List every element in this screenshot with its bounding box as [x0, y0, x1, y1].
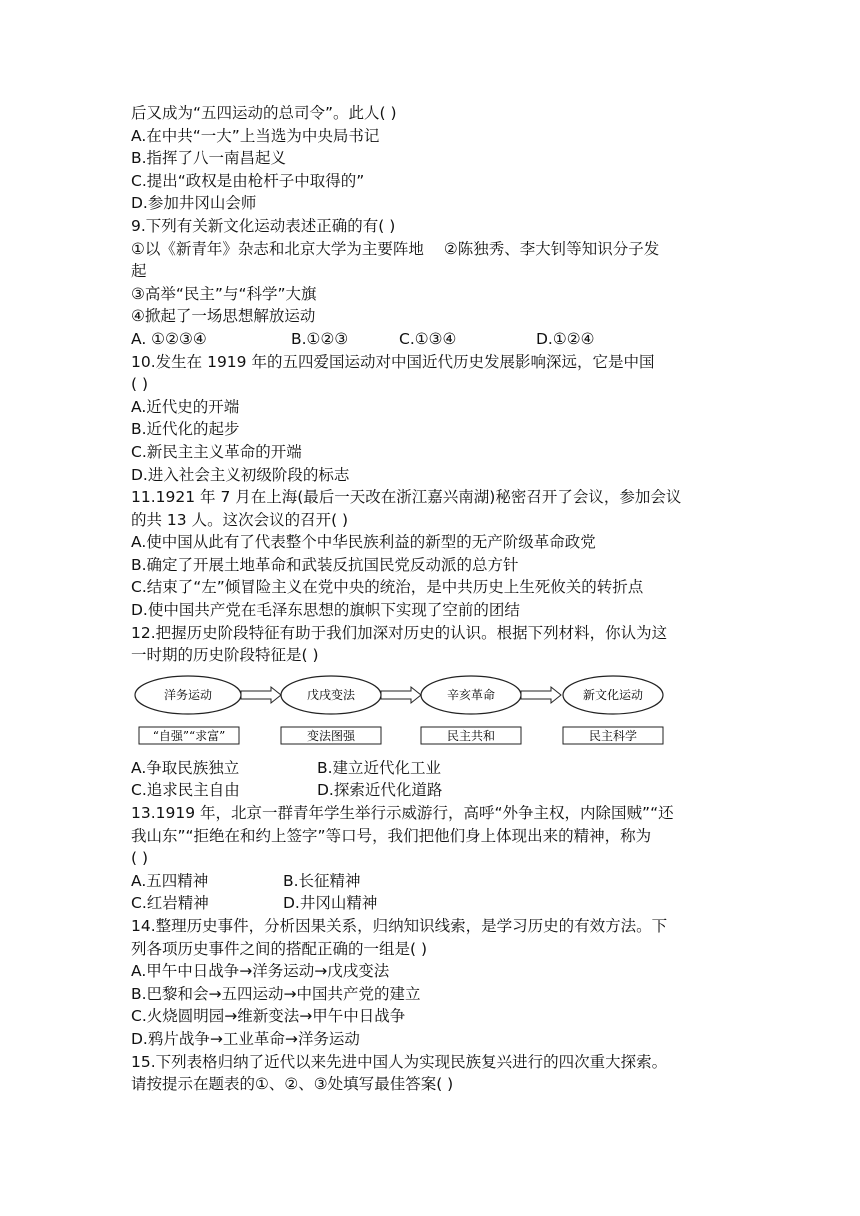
options-row [131, 870, 731, 893]
option-a: A.近代史的开端 [131, 397, 240, 416]
flow-diagram-svg [131, 671, 731, 755]
options-row [131, 328, 731, 351]
option-a: A.五四精神 [131, 871, 209, 890]
option-d: D.井冈山精神 [283, 894, 378, 913]
oval-label: 戊戌变法 [306, 687, 356, 702]
options-row [131, 892, 731, 915]
option-d: D.探索近代化道路 [317, 781, 443, 800]
question-10: 10.发生在 1919 年的五四爱国运动对中国近代历史发展影响深远，它是中国 [131, 352, 655, 371]
question-12-cont: 一时期的历史阶段特征是( ) [131, 646, 319, 665]
box-label: “自强”“求富” [152, 728, 226, 743]
box-2 [281, 727, 381, 744]
box-4 [563, 727, 663, 744]
question-14-cont: 列各项历史事件之间的搭配正确的一组是( ) [131, 939, 428, 958]
statement-2-cont: 起 [131, 262, 147, 281]
option-d: D.进入社会主义初级阶段的标志 [131, 465, 350, 484]
question-9: 9.下列有关新文化运动表述正确的有( ) [131, 216, 396, 235]
option-b: B.指挥了八一南昌起义 [131, 149, 287, 168]
question-13: 13.1919 年，北京一群青年学生举行示威游行，高呼“外争主权，内除国贼”“还 [131, 804, 674, 823]
oval-1 [135, 676, 241, 714]
option-a: A.甲午中日战争→洋务运动→戊戌变法 [131, 962, 390, 981]
option-c: C.红岩精神 [131, 894, 209, 913]
options-row [131, 779, 731, 802]
question-12: 12.把握历史阶段特征有助于我们加深对历史的认识。根据下列材料，你认为这 [131, 623, 668, 642]
statement-1: ①以《新青年》杂志和北京大学为主要阵地 [131, 239, 424, 258]
option-b: B.①②③ [291, 329, 349, 348]
option-c: C.新民主主义革命的开端 [131, 442, 302, 461]
option-d: D.①②④ [536, 329, 595, 348]
box-1 [139, 727, 239, 744]
option-a: A.在中共“一大”上当选为中央局书记 [131, 126, 380, 145]
question-11: 11.1921 年 7 月在上海(最后一天改在浙江嘉兴南湖)秘密召开了会议，参加会议 [131, 488, 682, 507]
option-c: C.追求民主自由 [131, 781, 240, 800]
option-b: B.近代化的起步 [131, 420, 240, 439]
question-13-cont: ( ) [131, 849, 149, 868]
option-c: C.结束了“左”倾冒险主义在党中央的统治，是中共历史上生死攸关的转折点 [131, 578, 644, 597]
option-a: A.使中国从此有了代表整个中华民族利益的新型的无产阶级革命政党 [131, 533, 596, 552]
option-d: D.鸦片战争→工业革命→洋务运动 [131, 1029, 360, 1048]
option-c: C.提出“政权是由枪杆子中取得的” [131, 171, 365, 190]
arrow-2 [381, 687, 421, 703]
box-label: 民主共和 [446, 728, 496, 743]
option-b: B.巴黎和会→五四运动→中国共产党的建立 [131, 984, 421, 1003]
option-d: D.使中国共产党在毛泽东思想的旗帜下实现了空前的团结 [131, 601, 520, 620]
option-a: A.争取民族独立 [131, 758, 240, 777]
oval-2 [281, 676, 381, 714]
options-row [131, 757, 731, 780]
oval-label: 辛亥革命 [446, 687, 496, 702]
box-label: 民主科学 [588, 728, 638, 743]
option-c: C.①③④ [399, 329, 457, 348]
flow-diagram [131, 671, 731, 755]
statement-4: ④掀起了一场思想解放运动 [131, 307, 316, 326]
question-15-cont: 请按提示在题表的①、②、③处填写最佳答案( ) [131, 1075, 454, 1094]
question-10-cont: ( ) [131, 375, 149, 394]
oval-label: 洋务运动 [163, 687, 213, 702]
option-b: B.长征精神 [283, 871, 361, 890]
option-d: D.参加井冈山会师 [131, 194, 257, 213]
option-b: B.确定了开展土地革命和武装反抗国民党反动派的总方针 [131, 555, 519, 574]
arrow-3 [521, 687, 561, 703]
statement-3: ③高举“民主”与“科学”大旗 [131, 284, 317, 303]
question-13-cont: 我山东”“拒绝在和约上签字”等口号，我们把他们身上体现出来的精神，称为 [131, 826, 652, 845]
option-c: C.火烧圆明园→维新变法→甲午中日战争 [131, 1007, 406, 1026]
box-label: 变法图强 [306, 728, 356, 743]
question-15: 15.下列表格归纳了近代以来先进中国人为实现民族复兴进行的四次重大探索。 [131, 1052, 668, 1071]
question-14: 14.整理历史事件，分析因果关系，归纳知识线索，是学习历史的有效方法。下 [131, 917, 668, 935]
oval-label: 新文化运动 [582, 687, 644, 702]
document-page [131, 102, 731, 1096]
arrow-1 [241, 687, 281, 703]
text-line: 后又成为“五四运动的总司令”。此人( ) [131, 104, 397, 122]
oval-4 [563, 676, 663, 714]
option-b: B.建立近代化工业 [317, 758, 442, 777]
statement-row [131, 238, 731, 261]
option-a: A. ①②③④ [131, 329, 207, 348]
oval-3 [421, 676, 521, 714]
box-3 [421, 727, 521, 744]
statement-2: ②陈独秀、李大钊等知识分子发 [443, 239, 660, 258]
question-11-cont: 的共 13 人。这次会议的召开( ) [131, 510, 349, 529]
